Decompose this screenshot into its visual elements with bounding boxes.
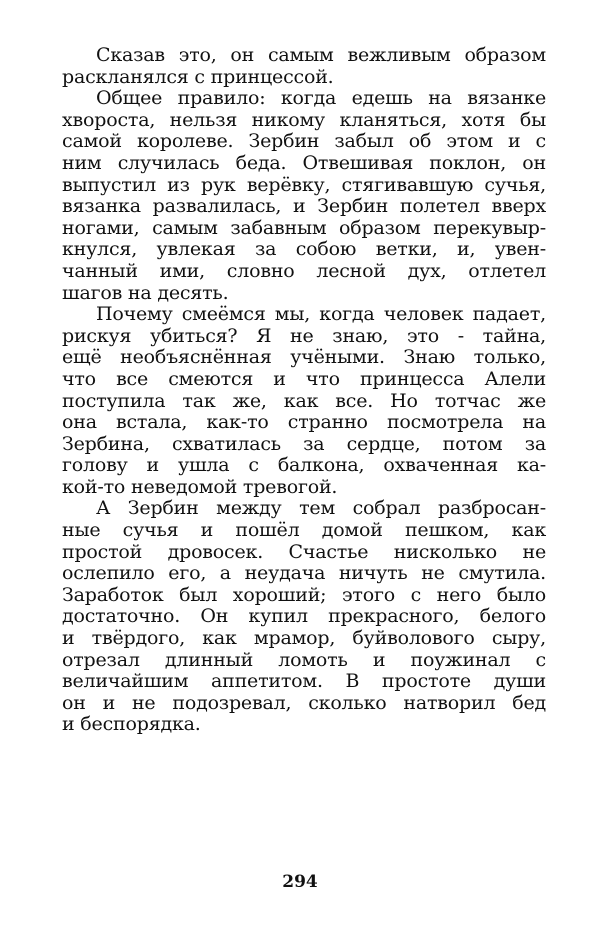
text-line: кнулся, увлекая за собою ветки, и, увен- [62, 238, 546, 261]
text-line: кой-то неведомой тревогой. [62, 475, 338, 498]
text-line: Заработок был хороший; этого с него было [62, 583, 546, 606]
text-line: шагов на десять. [62, 281, 229, 304]
paragraph-3 [62, 304, 546, 498]
paragraph-4 [62, 498, 546, 736]
text-line: хвороста, нельзя никому кланяться, хотя бы [62, 108, 546, 131]
text-line: ещё необъяснённая учёными. Знаю только, [62, 346, 546, 369]
text-line: вязанка развалилась, и Зербин полетел вверх [62, 195, 546, 218]
text-line: величайшим аппетитом. В простоте души [62, 670, 546, 693]
paragraph-2 [62, 88, 546, 304]
text-line: Общее правило: когда едешь на вязанке [96, 87, 546, 110]
text-line: Почему смеёмся мы, когда человек падает, [96, 303, 546, 326]
text-line: ные сучья и пошёл домой пешком, как [62, 519, 546, 542]
text-line: Сказав это, он самым вежливым образом [96, 44, 546, 66]
text-line: простой дровосек. Счастье нисколько не [62, 540, 546, 563]
text-line: отрезал длинный ломоть и поужинал с [62, 648, 546, 671]
text-line: что все смеются и что принцесса Алели [62, 367, 546, 390]
text-line: и твёрдого, как мрамор, буйволового сыру, [62, 627, 546, 650]
text-line: ослепило его, а неудача ничуть не смутила. [62, 562, 546, 585]
text-line: Зербина, схватилась за сердце, потом за [62, 432, 546, 455]
paragraph-1 [62, 45, 546, 88]
text-line: голову и ушла с балкона, охваченная ка- [62, 454, 546, 477]
text-line: чанный ими, словно лесной дух, отлетел [62, 259, 546, 282]
text-line: достаточно. Он купил прекрасного, белого [62, 605, 546, 628]
text-line: поступила так же, как все. Но тотчас же [62, 389, 546, 412]
text-line: ногами, самым забавным образом перекувыр- [62, 216, 546, 239]
text-line: А Зербин между тем собрал разбросан- [96, 497, 546, 520]
text-line: ним случилась беда. Отвешивая поклон, он [62, 151, 546, 174]
text-line: и беспорядка. [62, 713, 201, 736]
text-line: она встала, как-то странно посмотрела на [62, 411, 546, 434]
page-text [62, 45, 546, 736]
page-number: 294 [282, 872, 318, 892]
text-line: рискуя убиться? Я не знаю, это - тайна, [62, 324, 546, 347]
text-line: он и не подозревал, сколько натворил бед [62, 691, 546, 714]
text-line: выпустил из рук верёвку, стягивавшую сучья, [62, 173, 546, 196]
text-line: раскланялся с принцессой. [62, 65, 334, 88]
text-line: самой королеве. Зербин забыл об этом и с [62, 130, 546, 153]
